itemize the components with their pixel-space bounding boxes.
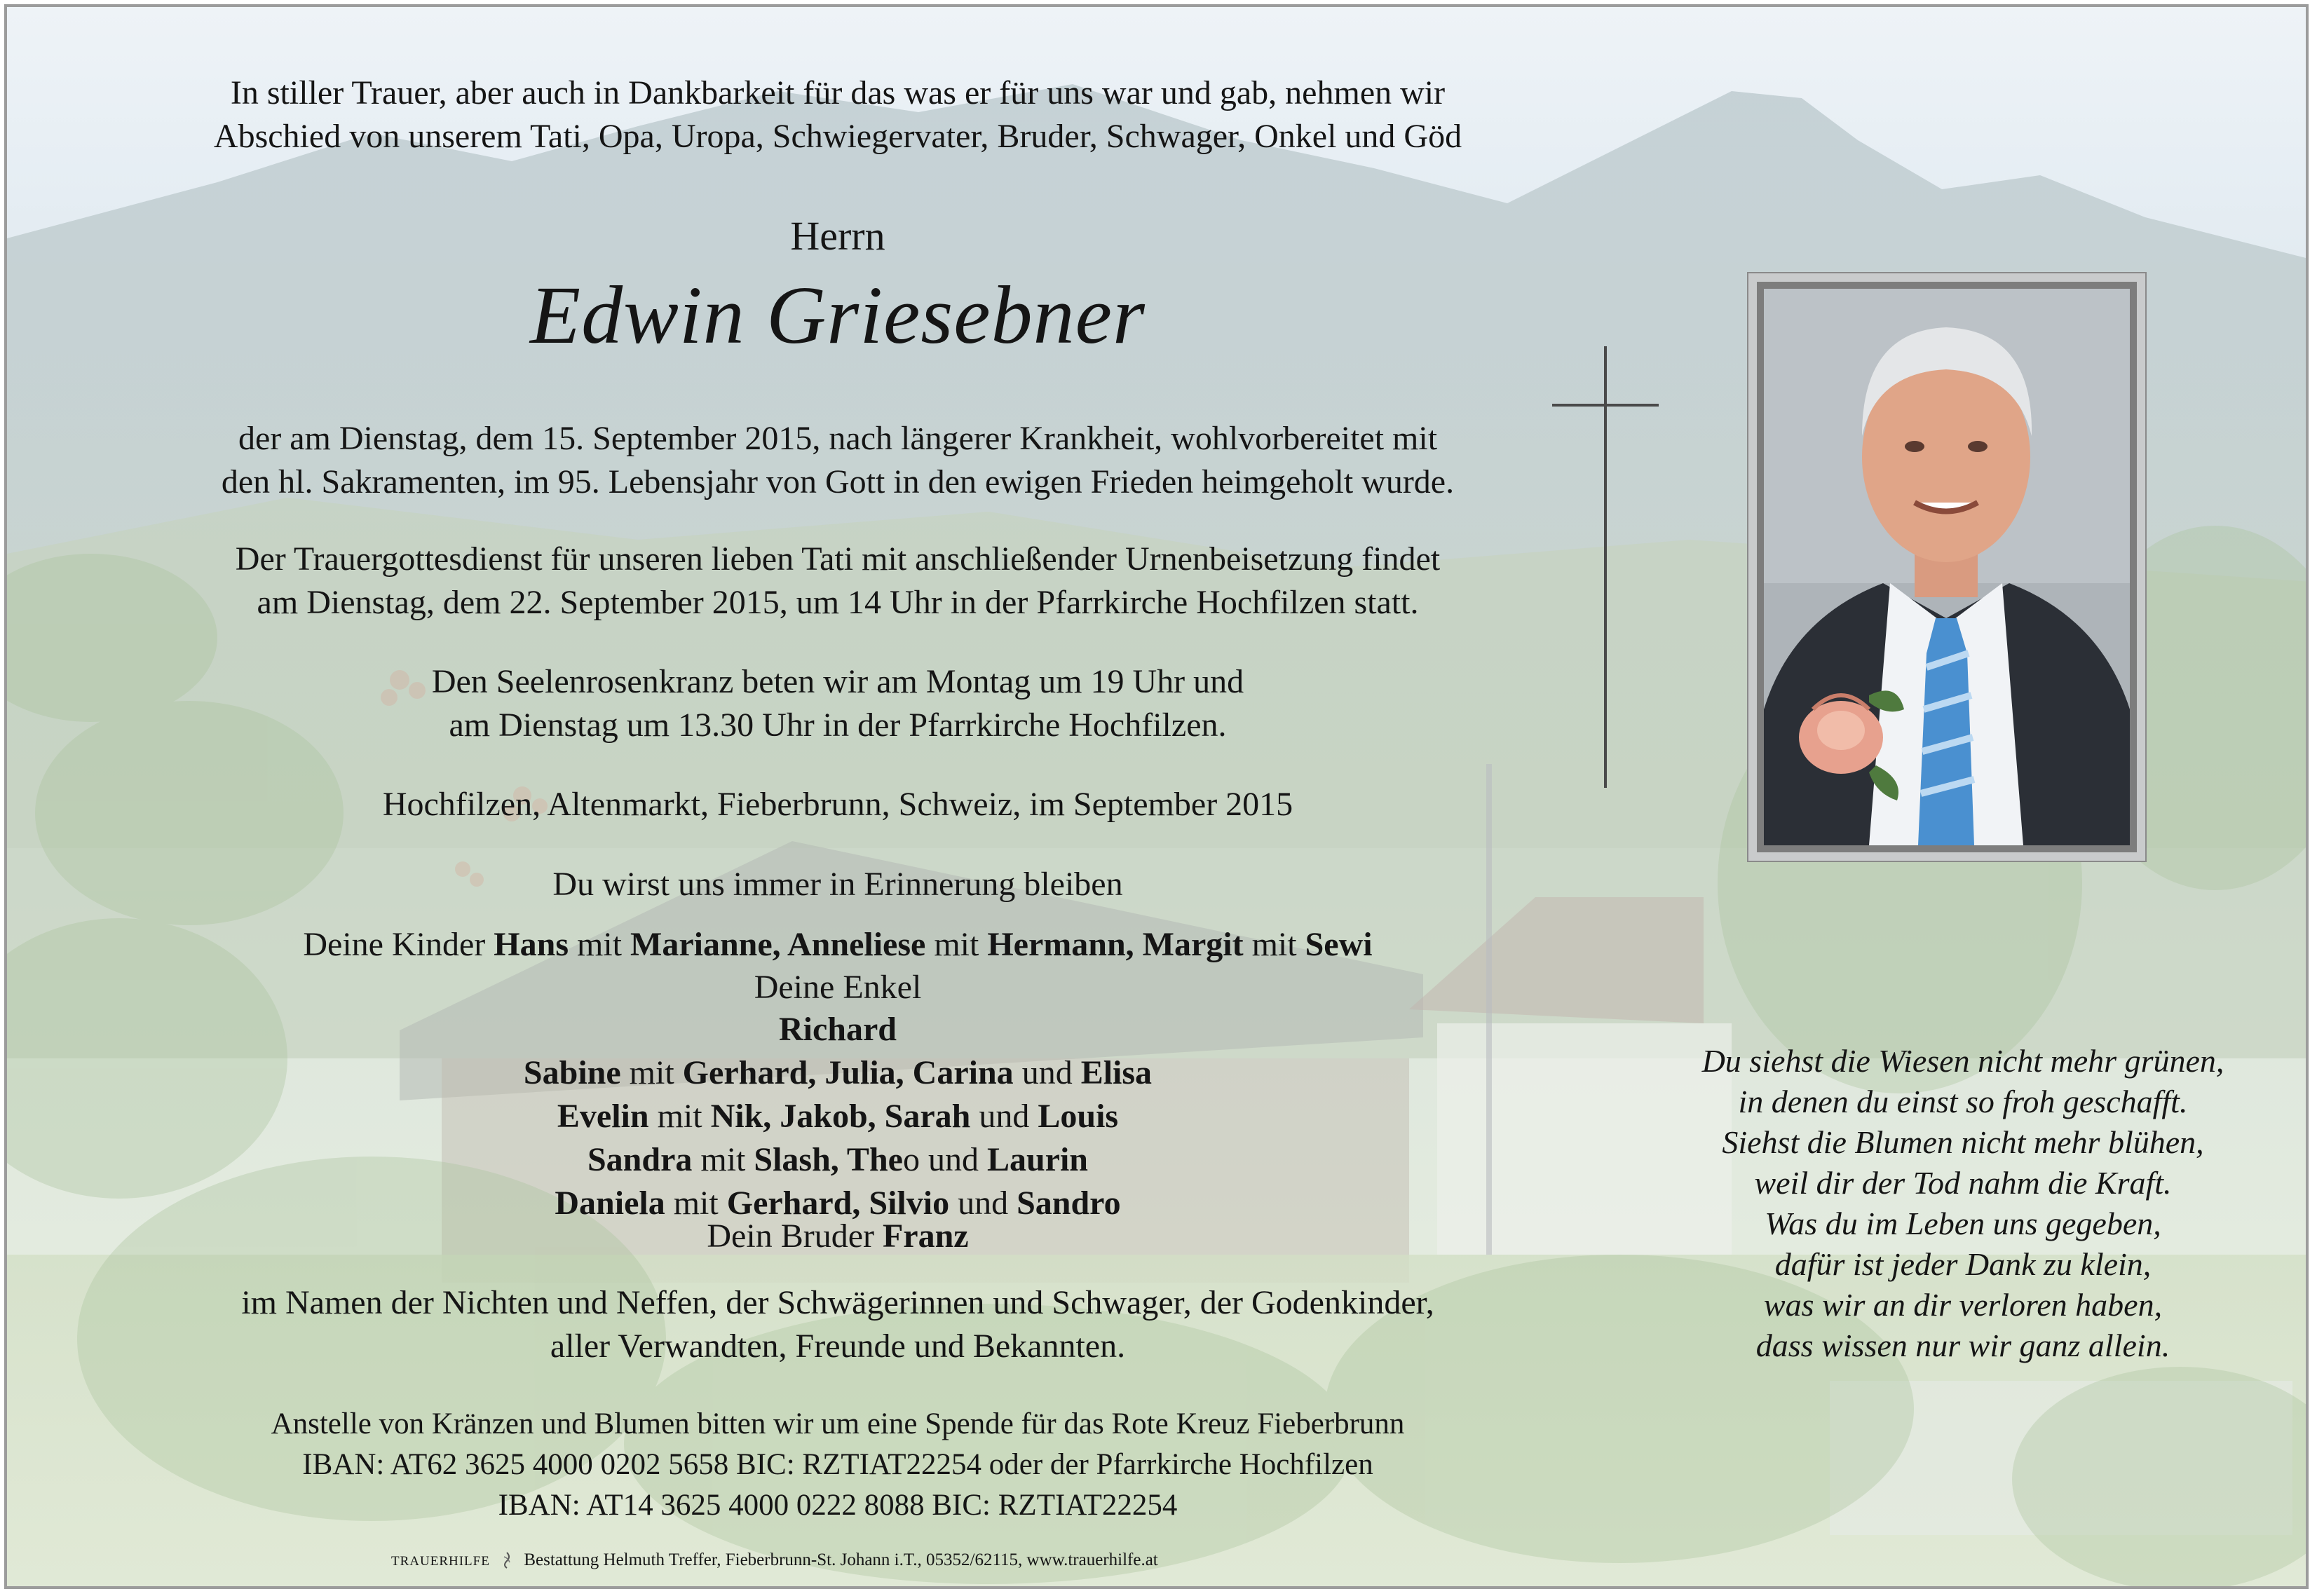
funeral-service-info: Der Trauergottesdienst für unseren lieben Tati mit anschließender Urnenbeisetzung findet am Dienstag, dem 22. September 2015, um 14 Uhr in der Pfarrkirche Hochfilzen statt. [235, 540, 1441, 621]
grandchild-line: Sandra mit Slash, Theo und Laurin [587, 1141, 1088, 1178]
memory-line: Du wirst uns immer in Erinnerung bleiben [552, 866, 1123, 903]
rosary-info: Den Seelenrosenkranz beten wir am Montag um 19 Uhr und am Dienstag um 13.30 Uhr in der Pfarrkirche Hochfilzen. [431, 663, 1244, 744]
places-date: Hochfilzen, Altenmarkt, Fieberbrunn, Schweiz, im September 2015 [382, 786, 1293, 823]
cross-icon [1604, 346, 1607, 788]
mourners-grandchildren [123, 1008, 1553, 1225]
death-notice: der am Dienstag, dem 15. September 2015, nach längerer Krankheit, wohlvorbereitet mit den hl. Sakramenten, im 95. Lebensjahr von Gott in den ewigen Frieden heimgeholt wurde. [221, 420, 1455, 500]
grandchild-line: Evelin mit Nik, Jakob, Sarah und Louis [557, 1098, 1119, 1135]
grandchild-line: Sabine mit Gerhard, Julia, Carina und Elisa [523, 1054, 1153, 1091]
grandchild-line: Richard [779, 1011, 897, 1048]
grandchild-line: Daniela mit Gerhard, Silvio und Sandro [555, 1185, 1121, 1222]
mourners-brother: Dein Bruder Franz [707, 1218, 969, 1255]
salutation: Herrn [790, 213, 885, 259]
footer-text: Bestattung Helmuth Treffer, Fieberbrunn-St. Johann i.T., 05352/62115, www.trauerhilfe.at [524, 1550, 1158, 1569]
trauerhilfe-logo-icon [500, 1551, 514, 1569]
obituary-card [4, 4, 2309, 1589]
intro-text: In stiller Trauer, aber auch in Dankbarkeit für das was er für uns war und gab, nehmen wir Abschied von unserem Tati, Opa, Uropa, Schwiegervater, Bruder, Schwager, Onkel und Göd [213, 74, 1462, 155]
portrait-photo [1757, 282, 2137, 852]
donation-info: Anstelle von Kränzen und Blumen bitten wir um eine Spende für das Rote Kreuz Fieberbrunn IBAN: AT62 3625 4000 0202 5658 BIC: RZTIAT22254 oder der Pfarrkirche Hochfilzen IBAN: AT14 3625 4000 0222 8088 BIC: RZTIAT22254 [271, 1407, 1405, 1522]
footer-imprint [391, 1549, 1158, 1573]
cross-icon-bar [1552, 404, 1659, 407]
portrait-illustration [1764, 289, 2130, 845]
mourners-children: Deine Kinder Hans mit Marianne, Anneliese mit Hermann, Margit mit Sewi [303, 926, 1373, 963]
on-behalf-text: im Namen der Nichten und Neffen, der Schwägerinnen und Schwager, der Godenkinder, aller Verwandten, Freunde und Bekannten. [241, 1284, 1434, 1365]
poem: Du siehst die Wiesen nicht mehr grünen, in denen du einst so froh geschafft. Siehst die Blumen nicht mehr blühen, weil dir der Tod nahm die Kraft. Was du im Leben uns gegeben, dafür ist jeder Dank zu klein, was wir an dir verloren haben, dass wissen nur wir ganz allein. [1701, 1043, 2224, 1363]
deceased-name: Edwin Griesebner [530, 269, 1146, 361]
grandchildren-label: Deine Enkel [754, 969, 922, 1006]
footer-brand: TRAUERHILFE [391, 1554, 490, 1569]
